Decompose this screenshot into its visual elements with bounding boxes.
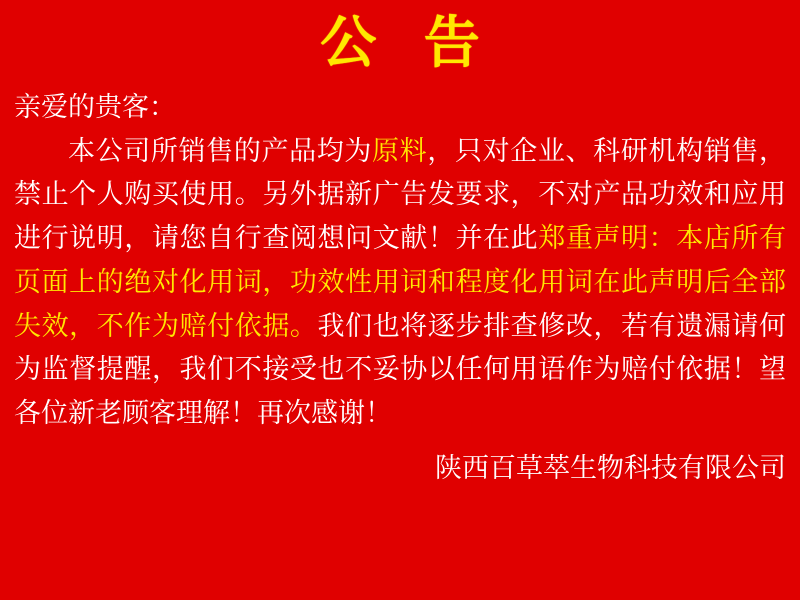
segment-2: ，只对企业、科研机构销售，禁止个人购买使用。另外据新广告发要求，不对产品功效和应用进行说明，请您自行查阅想问文献！并在此 (14, 135, 787, 255)
salutation: 亲爱的贵客： (14, 92, 176, 123)
company-signature: 陕西百草萃生物科技有限公司 (435, 452, 786, 484)
segment-4: 我们也将逐步排查修改，若有遗漏请何为监督提醒，我们不接受也不妥协以任何用语作为赔付依据！望各位新老顾客理解！再次感谢！ (14, 310, 787, 430)
segment-1-highlight: 原料 (372, 135, 428, 167)
notice-body (0, 72, 800, 436)
page-title: 公 告 (320, 11, 494, 76)
segment-3-highlight: 郑重声明：本店所有页面上的绝对化用词，功效性用词和程度化用词在此声明后全部失效，不作为赔付依据。 (14, 223, 787, 342)
notice-paragraph (14, 130, 786, 436)
segment-0: 本公司所销售的产品均为 (68, 135, 373, 167)
